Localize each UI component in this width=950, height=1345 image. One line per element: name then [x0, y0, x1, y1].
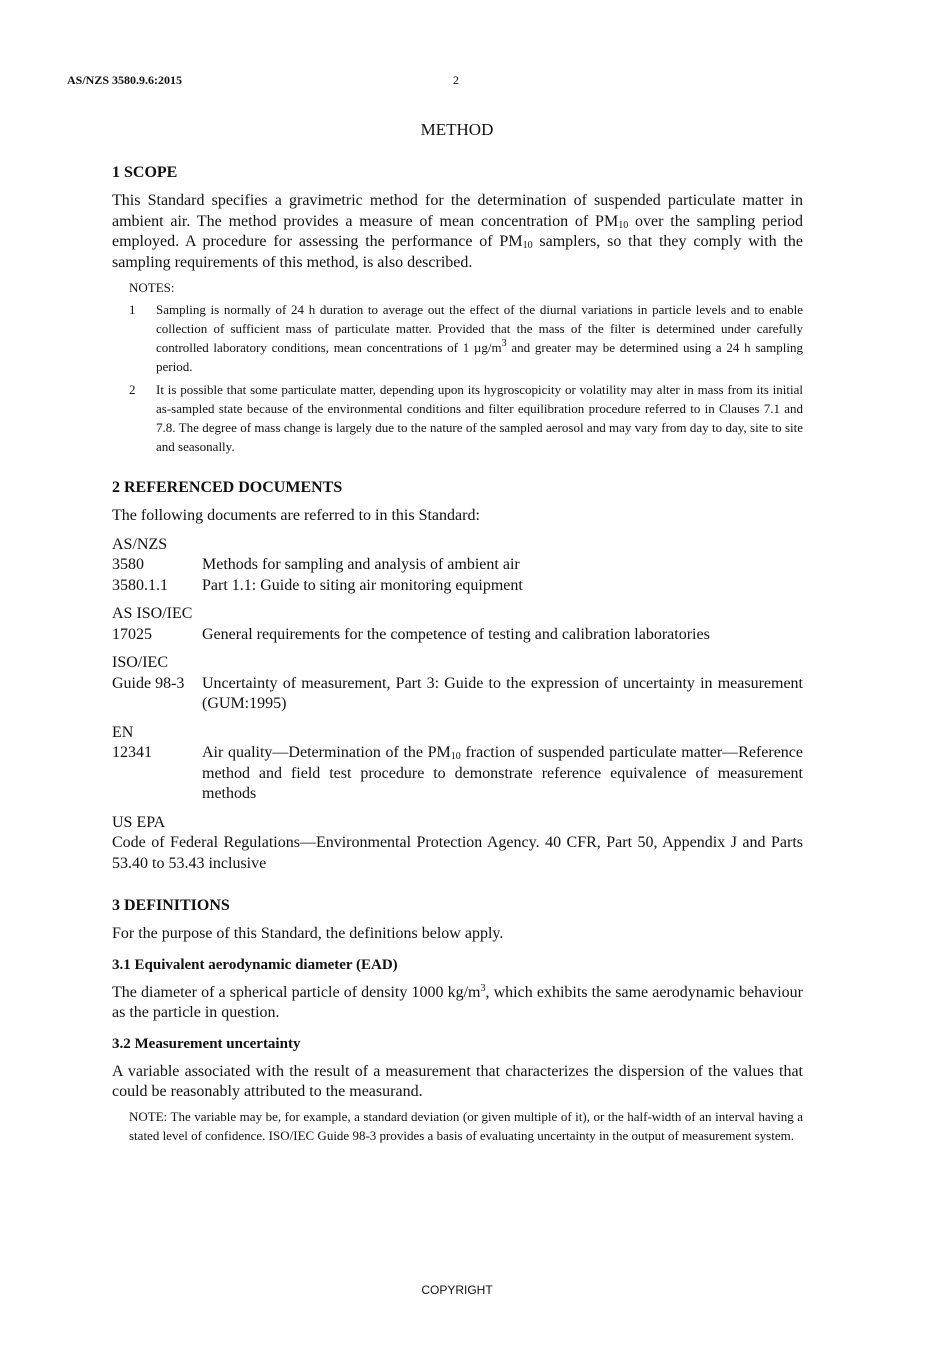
scope-paragraph [112, 191, 803, 273]
en-title-b: fraction of suspended particulate matter—Reference method and field test procedure to demonstrate reference equivalence of measurement methods [202, 744, 804, 802]
ref-org: ISO/IEC [112, 654, 168, 671]
scope-sub-1: 10 [618, 219, 629, 231]
ref-title [202, 743, 803, 805]
note-number: 1 [129, 302, 136, 317]
ref-group-iso-iec [112, 653, 803, 715]
ref-row [112, 576, 803, 597]
scope-text-b: over the sampling period employed. A procedure for assessing the performance of PM [112, 212, 803, 250]
ref-org: AS ISO/IEC [112, 605, 193, 622]
ref-code: 12341 [112, 744, 152, 761]
ref-row [112, 625, 803, 646]
ref-row [112, 555, 803, 576]
section-definitions [112, 896, 803, 1145]
note-text [156, 300, 803, 376]
def-3-2-note [129, 1107, 803, 1145]
def1-text-a: The diameter of a spherical particle of density 1000 kg/m [112, 983, 481, 1001]
document-id: AS/NZS 3580.9.6:2015 [67, 73, 183, 87]
ref-row [112, 743, 803, 805]
ref-group-asnzs [112, 535, 803, 597]
def-note-text: NOTE: The variable may be, for example, a standard deviation (or given multiple of it), or the half-width of an interval having a stated level of confidence. ISO/IEC Guide 98-3 provides a basis of evaluating uncertainty in the output of measurement system. [129, 1108, 803, 1143]
scope-notes [129, 278, 803, 456]
ref-code: Guide 98-3 [112, 674, 185, 692]
note-number: 2 [129, 382, 136, 397]
refs-heading: 2 REFERENCED DOCUMENTS [112, 479, 343, 496]
def-3-2-heading: 3.2 Measurement uncertainty [112, 1035, 301, 1052]
note-text: It is possible that some particulate matter, depending upon its hygroscopicity or volatility may alter in mass from its initial as-sampled state because of the environmental conditions and filter equilibration procedure referred to in Clauses 7.1 and 7.8. The degree of mass change is largely due to the nature of the sampled aerosol and may vary from day to day, site to site and seasonally. [156, 382, 803, 454]
def1-text-b: , which exhibits the same aerodynamic behaviour as the particle in question. [112, 983, 803, 1021]
ref-code: 17025 [112, 625, 152, 643]
note-item [129, 300, 803, 376]
scope-sub-2: 10 [522, 240, 533, 251]
ref-row [112, 674, 803, 715]
ref-code: 3580.1.1 [112, 576, 168, 594]
en-title-sub: 10 [450, 751, 461, 762]
page-title: METHOD [420, 120, 494, 139]
ref-title: General requirements for the competence of testing and calibration laboratories [202, 625, 710, 643]
def-3-2-text: A variable associated with the result of a measurement that characterizes the dispersion of the values that could be reasonably attributed to the measurand. [112, 1062, 803, 1100]
content [112, 163, 803, 1145]
scope-text-a: This Standard specifies a gravimetric method for the determination of suspended particulate matter in ambient air. The method provides a measure of mean concentration of PM [112, 192, 803, 230]
page-number: 2 [453, 73, 459, 87]
refs-intro: The following documents are referred to in this Standard: [112, 507, 480, 524]
def1-sup: 3 [480, 982, 486, 994]
defs-intro: For the purpose of this Standard, the definitions below apply. [112, 925, 504, 942]
scope-text-c: samplers, so that they comply with the sampling requirements of this method, is also described. [112, 233, 804, 271]
note-item [129, 380, 803, 456]
en-title-a: Air quality—Determination of the PM [202, 744, 451, 761]
ref-org: AS/NZS [112, 535, 168, 553]
ref-org: US EPA [112, 813, 166, 831]
def-3-1-heading: 3.1 Equivalent aerodynamic diameter (EAD) [112, 956, 398, 973]
notes-label: NOTES: [129, 280, 175, 295]
ref-title: Part 1.1: Guide to siting air monitoring equipment [202, 576, 523, 594]
ref-org: EN [112, 723, 134, 741]
note1-text-b: and greater may be determined using a 24 h sampling period. [156, 340, 803, 374]
ref-group-us-epa [112, 813, 803, 875]
copyright-footer: COPYRIGHT [421, 1283, 493, 1297]
ref-group-en [112, 723, 803, 805]
ref-code: 3580 [112, 556, 144, 573]
note1-sup: 3 [501, 338, 507, 349]
ref-title: Code of Federal Regulations—Environmental Protection Agency. 40 CFR, Part 50, Appendix J and Parts 53.40 to 53.43 inclusive [112, 834, 803, 872]
section-referenced-documents [112, 478, 803, 874]
note1-text-a: Sampling is normally of 24 h duration to average out the effect of the diurnal variations in particle levels and to enable collection of sufficient mass of particulate matter. Provided that the mass of the filter is determined under carefully controlled laboratory conditions, mean concentrations of 1 µg/m [156, 302, 803, 355]
ref-group-as-iso-iec [112, 604, 803, 645]
defs-heading: 3 DEFINITIONS [112, 897, 230, 914]
scope-heading: 1 SCOPE [112, 164, 178, 181]
def-3-1-text [112, 983, 803, 1024]
section-scope [112, 163, 803, 456]
ref-title: Uncertainty of measurement, Part 3: Guide to the expression of uncertainty in measurement (GUM:1995) [202, 674, 803, 712]
ref-title: Methods for sampling and analysis of ambient air [202, 556, 520, 573]
